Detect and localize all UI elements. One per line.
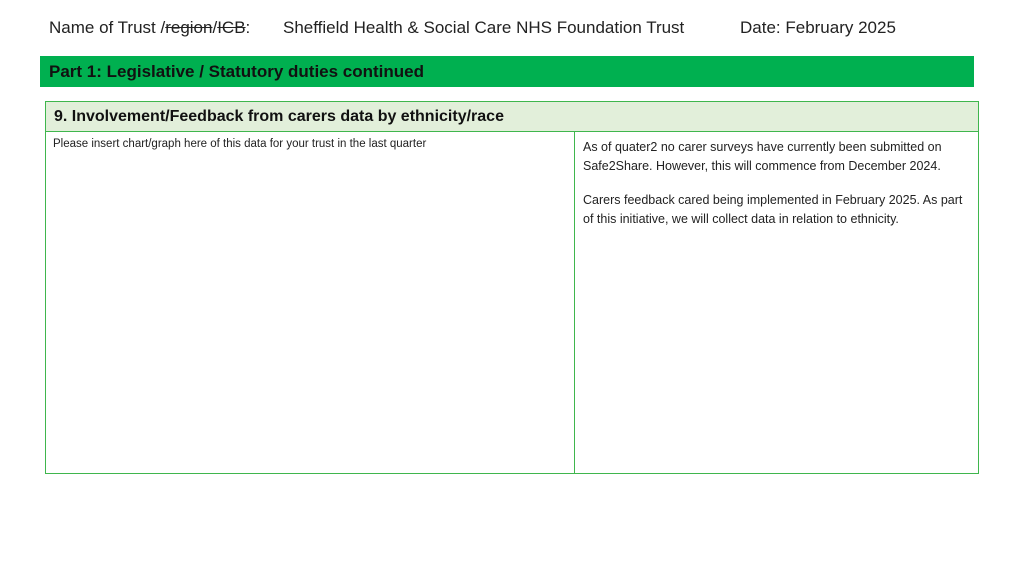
trust-label-prefix: Name of Trust / — [49, 18, 166, 37]
commentary-paragraph-1: As of quater2 no carer surveys have currently been submitted on Safe2Share. However, this will commence from December 2024. — [583, 140, 942, 173]
section-title: 9. Involvement/Feedback from carers data by ethnicity/race — [46, 102, 978, 132]
report-date: Date: February 2025 — [740, 18, 896, 37]
section-body — [46, 132, 978, 473]
trust-name-value: Sheffield Health & Social Care NHS Foundation Trust — [283, 18, 685, 37]
header-line — [49, 18, 984, 42]
trust-label-suffix: : — [245, 18, 251, 37]
chart-placeholder-cell[interactable]: Please insert chart/graph here of this data for your trust in the last quarter — [46, 132, 575, 473]
part-banner: Part 1: Legislative / Statutory duties continued — [40, 56, 974, 87]
commentary-paragraph-2: Carers feedback cared being implemented in February 2025. As part of this initiative, we will collect data in relation to ethnicity. — [583, 193, 963, 226]
trust-name-label — [49, 18, 250, 38]
trust-label-region-struck: region — [165, 18, 213, 37]
trust-label-separator: / — [212, 18, 218, 37]
trust-label-icb-struck: ICB — [217, 18, 246, 37]
section-table — [45, 101, 979, 474]
commentary-cell[interactable] — [575, 132, 978, 473]
